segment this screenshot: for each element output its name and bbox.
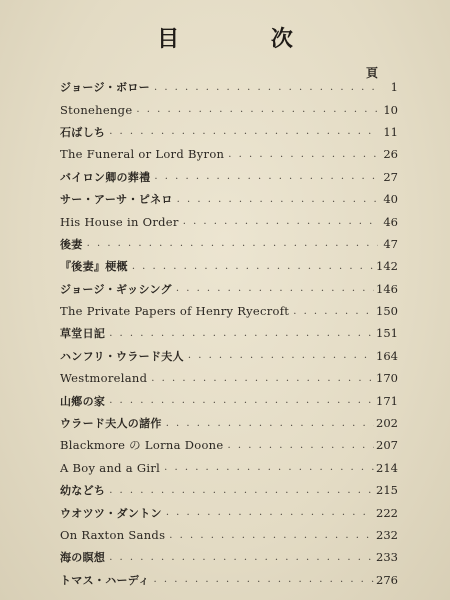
- toc-entry-title: バイロン卿の葬禮: [60, 170, 151, 184]
- dot-leader: [154, 171, 378, 182]
- toc-entry: [60, 457, 398, 479]
- toc-entry: [60, 322, 398, 344]
- toc-entry-page-number: 214: [376, 460, 398, 475]
- toc-entry-title: On Raxton Sands: [60, 528, 166, 542]
- dot-leader: [87, 238, 378, 249]
- toc-entry-title: Stonehenge: [60, 102, 133, 117]
- toc-entry-page-number: 233: [376, 550, 398, 565]
- dot-leader: [151, 373, 374, 384]
- dot-leader: [154, 82, 378, 93]
- toc-entry-page-number: 151: [376, 326, 398, 341]
- toc-entry: [60, 233, 398, 255]
- toc-entry-page-number: 40: [383, 192, 398, 207]
- toc-entry-title: 海の瞑想: [60, 551, 106, 565]
- toc-entry-title: A Boy and a Girl: [60, 460, 161, 475]
- toc-entry-title: Westmoreland: [60, 371, 148, 386]
- toc-entry: [60, 412, 398, 434]
- toc-entry-page-number: 276: [376, 572, 398, 587]
- toc-entry-page-number: 47: [383, 236, 398, 251]
- dot-leader: [293, 306, 374, 317]
- toc-entry-title: ジョージ・ギッシング: [60, 282, 172, 296]
- dot-leader: [183, 216, 378, 227]
- toc-entry-page-number: 150: [376, 304, 398, 319]
- toc-entry-page-number: 164: [376, 348, 398, 363]
- toc-entry-title: ウオツツ・ダントン: [60, 506, 162, 520]
- toc-entry-page-number: 171: [376, 393, 398, 408]
- toc-entry: [60, 188, 398, 210]
- toc-entry: [60, 98, 398, 120]
- dot-leader: [164, 462, 374, 473]
- toc-entry: [60, 255, 398, 277]
- toc-entry: [60, 501, 398, 523]
- toc-entry-page-number: 26: [383, 147, 398, 162]
- toc-entry: [60, 389, 398, 411]
- toc-entry-title: トマス・ハーディ: [60, 573, 150, 587]
- dot-leader: [154, 574, 375, 585]
- dot-leader: [228, 440, 375, 451]
- toc-entry-title: 草堂日記: [60, 327, 106, 341]
- toc-entry-page-number: 215: [376, 483, 398, 498]
- toc-entry-title: 幼などち: [60, 484, 106, 498]
- toc-entry-title: His House in Order: [60, 214, 179, 229]
- dot-leader: [109, 552, 374, 563]
- toc-entry-title: 後妻: [60, 237, 83, 251]
- toc-entry: [60, 300, 398, 322]
- toc-entry-page-number: 232: [376, 528, 398, 542]
- toc-entry-page-number: 142: [376, 259, 398, 274]
- toc-entry: [60, 367, 398, 389]
- toc-entry: [60, 479, 398, 501]
- toc-entry-title: The Private Papers of Henry Ryecroft: [60, 304, 290, 319]
- toc-entry-page-number: 202: [376, 416, 398, 431]
- toc-entry-page-number: 170: [376, 371, 398, 386]
- dot-leader: [109, 485, 374, 496]
- toc-entry: [60, 143, 398, 165]
- dot-leader: [176, 283, 374, 294]
- toc-entry-page-number: 1: [390, 80, 398, 95]
- toc-entry: [60, 121, 398, 143]
- dot-leader: [132, 261, 374, 272]
- toc-entry: [60, 524, 398, 546]
- dot-leader: [188, 350, 374, 361]
- table-of-contents: [60, 76, 398, 591]
- toc-entry-page-number: 46: [383, 214, 398, 229]
- dot-leader: [136, 104, 378, 115]
- toc-entry-page-number: 207: [376, 438, 398, 453]
- toc-entry-title: 『後妻』梗概: [60, 260, 128, 274]
- page-title: 目 次: [157, 26, 335, 52]
- toc-entry-title: ウラード夫人の諸作: [60, 417, 162, 431]
- toc-entry-title: The Funeral or Lord Byron: [60, 147, 225, 162]
- toc-entry: [60, 345, 398, 367]
- toc-entry: [60, 569, 398, 591]
- toc-entry-title: Blackmore の Lorna Doone: [60, 438, 224, 453]
- dot-leader: [109, 328, 374, 339]
- dot-leader: [109, 395, 374, 406]
- toc-entry: [60, 546, 398, 568]
- dot-leader: [169, 530, 374, 541]
- dot-leader: [166, 418, 374, 429]
- page-column-header: 頁: [366, 66, 379, 80]
- toc-entry-page-number: 222: [376, 505, 398, 520]
- toc-entry-title: 山鄕の家: [60, 394, 106, 408]
- toc-entry-title: 石ばしち: [60, 125, 106, 139]
- toc-entry-page-number: 10: [383, 102, 398, 117]
- toc-entry: [60, 278, 398, 300]
- toc-entry-page-number: 11: [383, 124, 398, 139]
- toc-entry-title: ジョージ・ボロー: [60, 81, 150, 95]
- dot-leader: [109, 126, 378, 137]
- toc-entry: [60, 210, 398, 232]
- toc-entry-page-number: 27: [383, 169, 398, 184]
- dot-leader: [177, 194, 378, 205]
- dot-leader: [228, 149, 378, 160]
- toc-entry-page-number: 146: [376, 281, 398, 296]
- toc-entry: [60, 166, 398, 188]
- toc-entry: [60, 434, 398, 456]
- toc-entry-title: ハンフリ・ウラード夫人: [60, 349, 184, 363]
- toc-entry: [60, 76, 398, 98]
- dot-leader: [166, 507, 374, 518]
- toc-entry-title: サー・アーサ・ピネロ: [60, 193, 173, 207]
